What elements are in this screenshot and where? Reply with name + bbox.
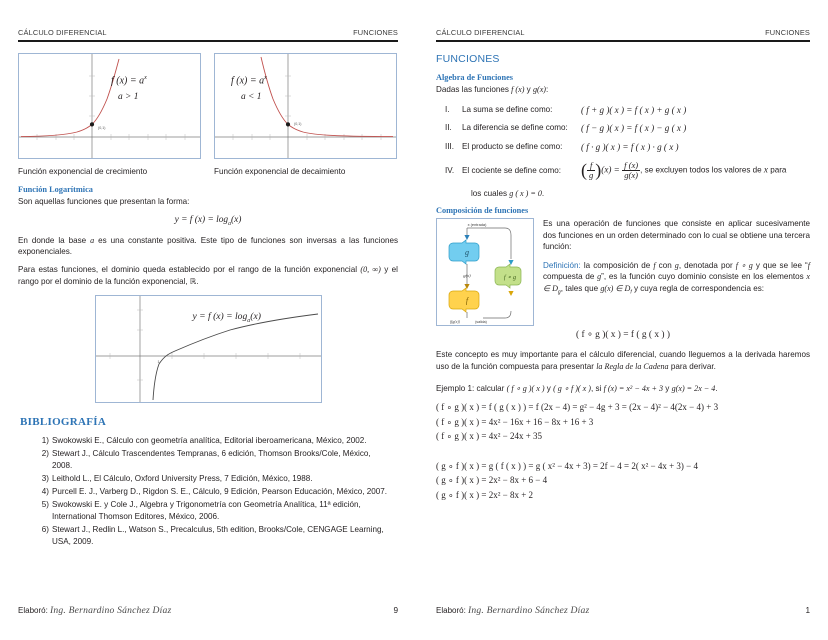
footer-page-number: 1 bbox=[805, 606, 810, 615]
derivation-line: ( g ∘ f )( x ) = 2x² − 8x + 2 bbox=[436, 489, 534, 500]
bibliography-item-number: 3) bbox=[41, 474, 49, 484]
header-rule bbox=[18, 40, 398, 42]
svg-text:g: g bbox=[465, 248, 469, 258]
footer-author: Elaboró: Ing. Bernardino Sánchez Díaz bbox=[436, 605, 590, 616]
svg-text:f(g(x)): f(g(x)) bbox=[450, 320, 460, 325]
composition-closing: Este concepto es muy importante para el cálculo diferencial, cuando lleguemos a la derivada haremos uso de la función compuesta para presentar la Regla de la Cadena para derivar. bbox=[436, 350, 810, 371]
bibliography-item-text: Stewart J., Cálculo Trascendentes Tempranas, 6 edición, Thomson Brooks/Cole, México, 2008. bbox=[52, 449, 371, 470]
left-paren: ( bbox=[581, 160, 587, 181]
bibliography-item bbox=[41, 473, 392, 485]
operation-number: I. bbox=[445, 104, 450, 114]
page-header-right bbox=[436, 28, 810, 40]
svg-text:x (entrada): x (entrada) bbox=[467, 222, 487, 228]
growth-equation-label: f $(x) = a^x$ bbox=[111, 74, 147, 87]
header-rule bbox=[436, 40, 810, 42]
log-intro-text: Son aquellas funciones que presentan la forma: bbox=[18, 197, 190, 207]
heading-composicion-de-funciones: Composición de funciones bbox=[436, 206, 529, 216]
header-course-title: CÁLCULO DIFERENCIAL bbox=[436, 28, 525, 37]
algebra-operation-sum bbox=[436, 105, 810, 115]
operation-label: La diferencia se define como: bbox=[462, 123, 568, 133]
composition-equation: ( f ∘ g )( x ) = f ( g ( x ) ) bbox=[576, 330, 670, 341]
growth-chart-svg bbox=[19, 54, 200, 158]
svg-text:g(x): g(x) bbox=[463, 273, 471, 279]
page-header-left bbox=[18, 28, 398, 40]
derivation-gof bbox=[436, 460, 810, 503]
operation-label: El producto se define como: bbox=[462, 141, 563, 151]
bibliography-item-number: 1) bbox=[41, 436, 49, 446]
bibliography-title: BIBLIOGRAFÍA bbox=[20, 416, 107, 429]
bibliography-item bbox=[41, 486, 392, 498]
log-paragraph-1: En donde la base a es una constante positiva. Este tipo de funciones son inversas a las funciones exponenciales. bbox=[18, 235, 398, 257]
bibliography-item-text: Swokowski E. y Cole J., Algebra y Trigonometría con Geometría Analítica, 11ª edición, International Thomson Editores, México, 2006. bbox=[52, 500, 361, 521]
growth-point-label: (0,1) bbox=[98, 126, 106, 131]
operation-label: El cociente se define como: bbox=[462, 166, 561, 176]
bibliography-item-number: 6) bbox=[41, 524, 49, 534]
algebra-operations-list bbox=[436, 105, 810, 182]
figure-exponential-decay bbox=[214, 53, 397, 159]
figure-captions-row bbox=[18, 163, 398, 176]
quotient-lhs-fraction: $\frac{f}{g}$ bbox=[589, 160, 594, 181]
derivation-line: ( f ∘ g )( x ) = 4x² − 24x + 35 bbox=[436, 431, 543, 442]
footer-author: Elaboró: Ing. Bernardino Sánchez Díaz bbox=[18, 605, 172, 616]
header-topic-title: FUNCIONES bbox=[353, 28, 398, 37]
derivation-line: ( f ∘ g )( x ) = 4x² − 16x + 16 − 8x + 16 + 3 bbox=[436, 416, 594, 427]
composition-definition: Definición: la composición de f con g, denotada por f ∘ g y que se lee “f compuesta de g”, es la función cuyo dominio consiste en los elementos x ∈ $D_g$, tales que g(x) ∈ $D_f$ y cuya regla de correspondencia es: bbox=[543, 260, 811, 296]
header-course-title: CÁLCULO DIFERENCIAL bbox=[18, 28, 107, 37]
bibliography-item-text: Swokowski E., Cálculo con geometría analítica, Editorial iberoamericana, México, 2002. bbox=[52, 436, 367, 446]
page-title-funciones: FUNCIONES bbox=[436, 53, 500, 66]
page-right bbox=[414, 0, 828, 640]
log-equation-label: y = f $(x) = \log_a(x)$ bbox=[192, 311, 261, 325]
log-paragraph-2: Para estas funciones, el dominio queda establecido por el rango de la función exponencial (0, ∞) y el rango por el dominio de la función exponencial, ℝ. bbox=[18, 265, 398, 286]
operation-label: La suma se define como: bbox=[462, 104, 553, 114]
operation-equation: ( f · g )( x ) = f ( x ) · g ( x ) bbox=[581, 141, 679, 152]
svg-text:f ∘ g: f ∘ g bbox=[503, 274, 517, 282]
heading-funcion-logaritmica: Función Logarítmica bbox=[18, 185, 93, 195]
bibliography-item bbox=[41, 448, 392, 471]
operation-equation-quotient: ( $\frac{f}{g}$ )(x) = $\frac{f (x)}{g(x)}$ , se excluyen todos los valores de x para bbox=[581, 160, 787, 181]
operation-number: III. bbox=[445, 141, 454, 151]
log-equation: y = f $(x) = \log_a(x)$ bbox=[174, 214, 242, 227]
growth-condition-label: a > 1 bbox=[118, 92, 139, 103]
caption-growth: Función exponencial de crecimiento bbox=[18, 167, 148, 177]
right-paren: ) bbox=[595, 160, 602, 181]
definition-label: Definición: bbox=[543, 260, 581, 270]
footer-page-number: 9 bbox=[393, 606, 398, 615]
example-intro: Ejemplo 1: calcular ( f ∘ g )( x ) y ( g ∘ f )( x ), si f (x) = x² − 4x + 3 y g(x) = 2x − 4. bbox=[436, 384, 718, 394]
decay-equation-label: f $(x) = a^x$ bbox=[231, 74, 267, 87]
bibliography-item bbox=[41, 435, 392, 447]
heading-algebra-de-funciones: Algebra de Funciones bbox=[436, 73, 513, 83]
bibliography-item bbox=[41, 499, 392, 522]
algebra-operation-quotient bbox=[436, 160, 810, 181]
operation-number: II. bbox=[445, 123, 452, 133]
decay-chart-svg bbox=[215, 54, 396, 158]
composition-paragraph-1: Es una operación de funciones que consiste en aplicar sucesivamente dos funciones en un orden determinado con lo cual se obtiene una tercera función: bbox=[543, 219, 810, 252]
derivation-fog bbox=[436, 401, 810, 444]
composition-flow-svg bbox=[437, 219, 533, 325]
footer-signature: Ing. Bernardino Sánchez Díaz bbox=[50, 605, 172, 616]
bibliography-item-text: Purcell E. J., Varberg D., Rigdon S. E., Cálculo, 9 Edición, Pearson Educación, México, 2007. bbox=[52, 487, 388, 497]
figure-composition-diagram bbox=[436, 218, 534, 326]
log-figure-wrap bbox=[18, 295, 398, 403]
figure-exponential-growth bbox=[18, 53, 201, 159]
bibliography-item-text: Stewart J., Redlin L., Watson S., Precalculus, 5th edition, Brooks/Cole, CENGAGE Learning, USA, 2009. bbox=[52, 524, 384, 546]
derivation-line: ( g ∘ f )( x ) = g ( f ( x ) ) = g ( x² − 4x + 3) = 2f − 4 = 2( x² − 4x + 3) − 4 bbox=[436, 460, 698, 471]
footer-signature: Ing. Bernardino Sánchez Díaz bbox=[468, 605, 590, 616]
figure-logarithm bbox=[95, 295, 322, 403]
page-footer-right bbox=[436, 605, 810, 616]
bibliography-item-number: 4) bbox=[41, 487, 49, 497]
bibliography-item-number: 5) bbox=[41, 500, 49, 510]
derivation-line: ( g ∘ f )( x ) = 2x² − 8x + 6 − 4 bbox=[436, 475, 548, 486]
quotient-rhs-fraction: $\frac{f (x)}{g(x)}$ bbox=[624, 160, 639, 181]
bibliography-item-number: 2) bbox=[41, 449, 49, 459]
quotient-exclusion-line: los cuales g ( x ) = 0. bbox=[471, 188, 545, 198]
decay-condition-label: a < 1 bbox=[241, 92, 262, 103]
svg-text:f: f bbox=[465, 296, 469, 306]
composition-block bbox=[436, 218, 810, 326]
composition-text bbox=[543, 218, 810, 326]
algebra-operation-product bbox=[436, 142, 810, 152]
log-point-label: 1 bbox=[157, 360, 160, 365]
operation-equation: ( f − g )( x ) = f ( x ) − g ( x ) bbox=[581, 123, 687, 134]
decay-point-label: (0,1) bbox=[294, 122, 302, 127]
algebra-intro: Dadas las funciones f (x) y g(x): bbox=[436, 85, 549, 95]
bibliography-item bbox=[41, 524, 392, 547]
operation-number: IV. bbox=[445, 166, 455, 176]
bibliography-item-text: Leithold L., El Cálculo, Oxford University Press, 7 Edición, México, 1988. bbox=[52, 474, 313, 484]
caption-decay: Función exponencial de decaimiento bbox=[214, 167, 346, 177]
algebra-operation-difference bbox=[436, 123, 810, 133]
exponential-figures-row bbox=[18, 53, 398, 159]
bibliography-list bbox=[18, 435, 398, 547]
header-topic-title: FUNCIONES bbox=[765, 28, 810, 37]
svg-text:(salida): (salida) bbox=[475, 320, 487, 325]
page-footer-left bbox=[18, 605, 398, 616]
operation-equation: ( f + g )( x ) = f ( x ) + g ( x ) bbox=[581, 104, 687, 115]
derivation-line: ( f ∘ g )( x ) = f ( g ( x ) ) = f (2x − 4) = g² − 4g + 3 = (2x − 4)² − 4(2x − 4) + 3 bbox=[436, 402, 719, 413]
